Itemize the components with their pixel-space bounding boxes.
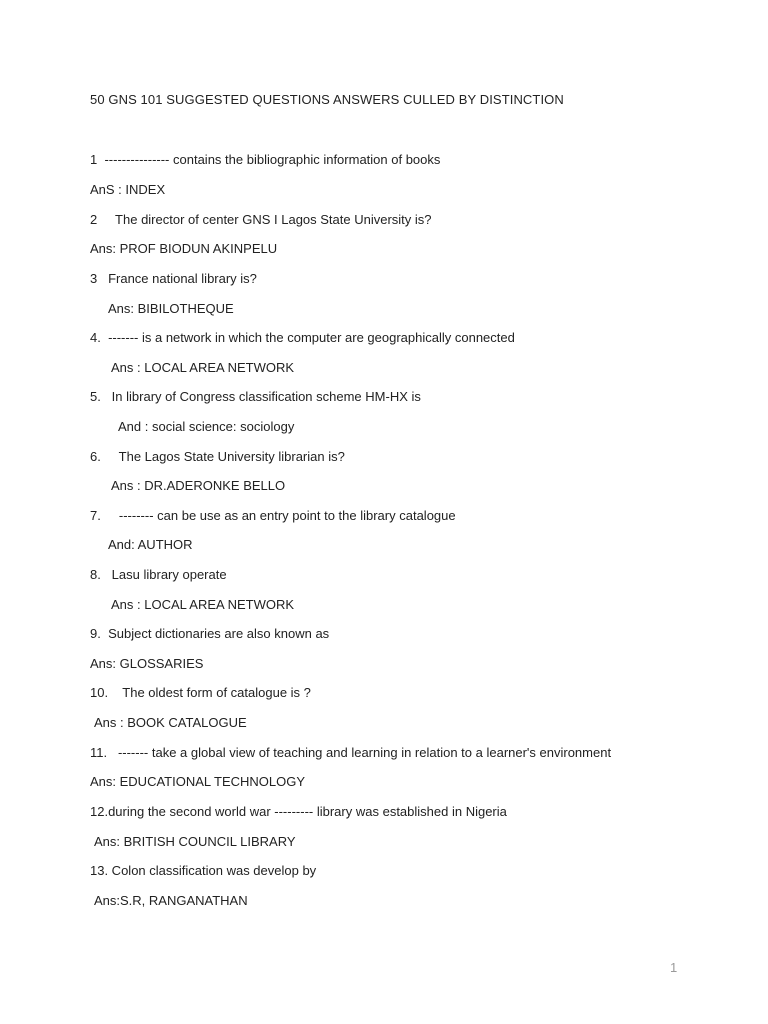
- question-6: 6. The Lagos State University librarian is?: [90, 449, 345, 464]
- answer-7: And: AUTHOR: [108, 537, 193, 552]
- answer-2: Ans: PROF BIODUN AKINPELU: [90, 241, 278, 256]
- question-8: 8. Lasu library operate: [90, 567, 227, 582]
- question-9: 9. Subject dictionaries are also known as: [90, 626, 330, 641]
- document-title: 50 GNS 101 SUGGESTED QUESTIONS ANSWERS CULLED BY DISTINCTION: [90, 92, 564, 107]
- question-13: 13. Colon classification was develop by: [90, 863, 317, 878]
- question-10: 10. The oldest form of catalogue is ?: [90, 685, 311, 700]
- answer-10: Ans : BOOK CATALOGUE: [94, 715, 247, 730]
- answer-8: Ans : LOCAL AREA NETWORK: [111, 597, 295, 612]
- question-5: 5. In library of Congress classification scheme HM-HX is: [90, 389, 421, 404]
- answer-5: And : social science: sociology: [118, 419, 295, 434]
- answer-12: Ans: BRITISH COUNCIL LIBRARY: [94, 834, 296, 849]
- question-3: 3 France national library is?: [90, 271, 257, 286]
- question-4: 4. ------- is a network in which the computer are geographically connected: [90, 330, 515, 345]
- question-1: 1 --------------- contains the bibliographic information of books: [90, 152, 441, 167]
- question-11: 11. ------- take a global view of teaching and learning in relation to a learner's environment: [90, 745, 612, 760]
- answer-3: Ans: BIBILOTHEQUE: [108, 301, 234, 316]
- answer-9: Ans: GLOSSARIES: [90, 656, 204, 671]
- question-7: 7. -------- can be use as an entry point to the library catalogue: [90, 508, 456, 523]
- question-2: 2 The director of center GNS I Lagos State University is?: [90, 212, 432, 227]
- page-number: 1: [670, 960, 678, 975]
- answer-1: AnS : INDEX: [90, 182, 166, 197]
- answer-6: Ans : DR.ADERONKE BELLO: [111, 478, 286, 493]
- answer-4: Ans : LOCAL AREA NETWORK: [111, 360, 295, 375]
- answer-13: Ans:S.R, RANGANATHAN: [94, 893, 248, 908]
- answer-11: Ans: EDUCATIONAL TECHNOLOGY: [90, 774, 306, 789]
- question-12: 12.during the second world war --------- library was established in Nigeria: [90, 804, 507, 819]
